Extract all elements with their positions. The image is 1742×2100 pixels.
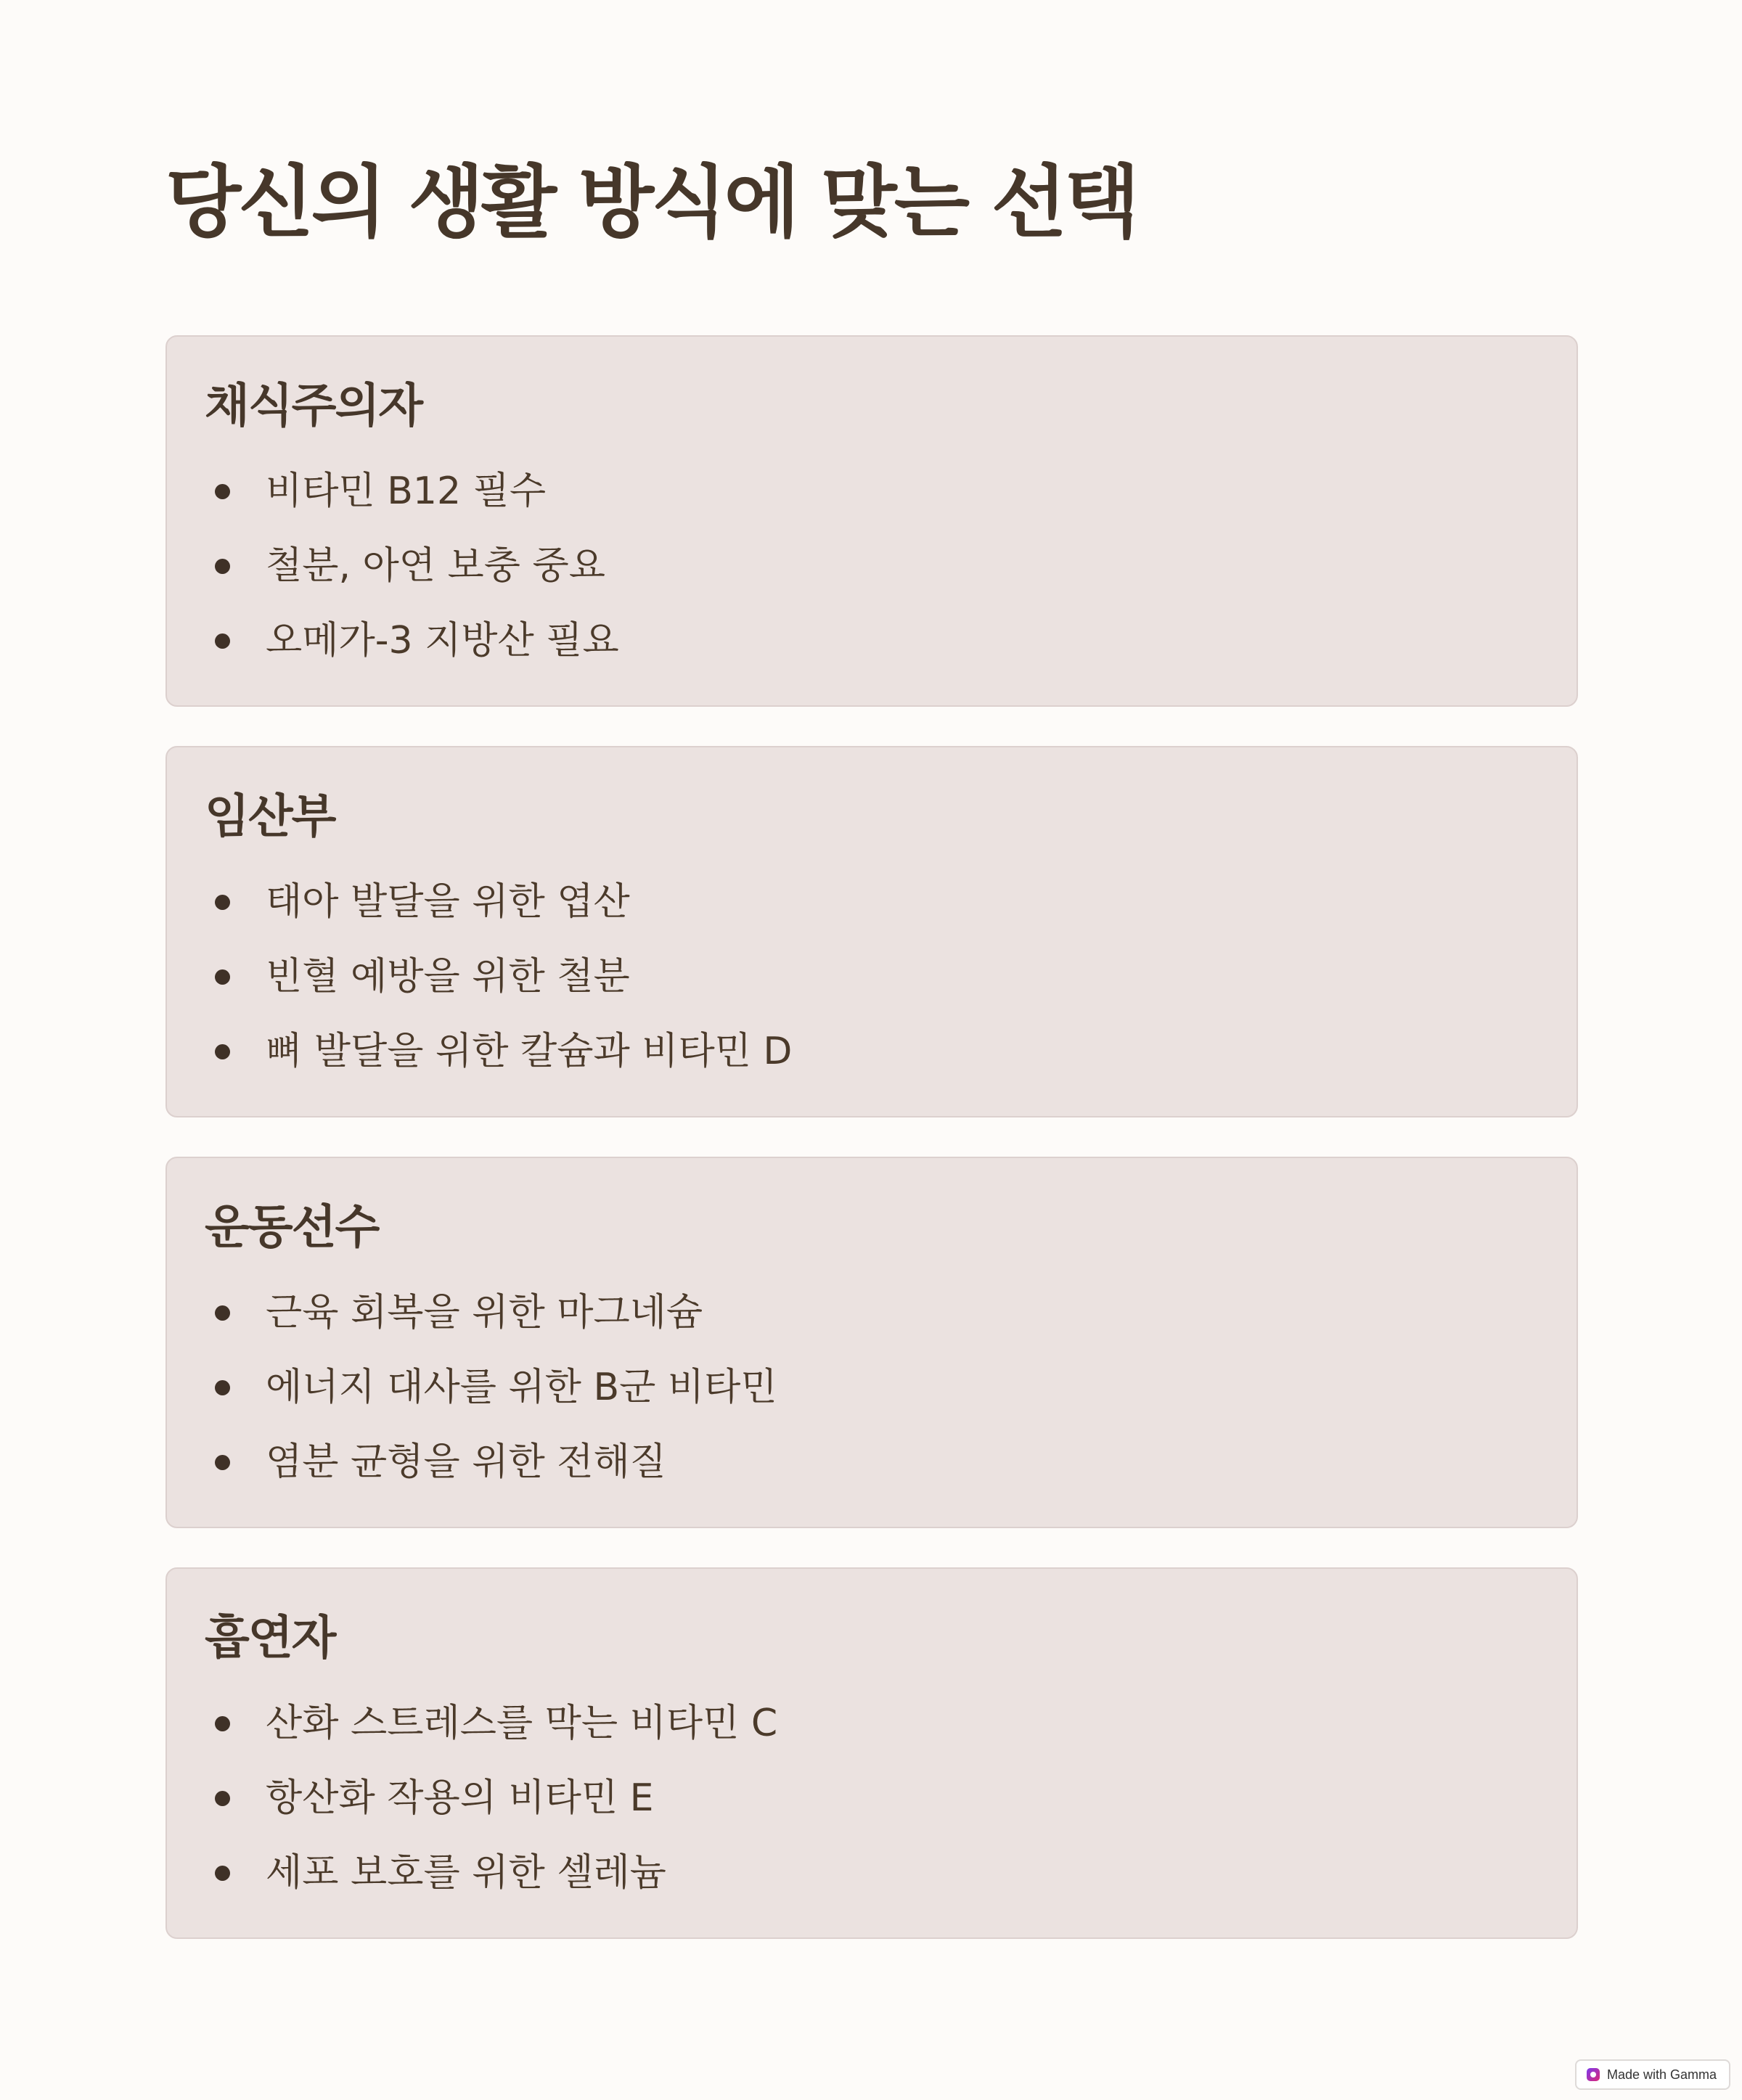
list-item-text: 뼈 발달을 위한 칼슘과 비타민 D	[266, 1030, 793, 1073]
bullet-icon	[215, 1791, 230, 1806]
bullet-icon	[215, 1866, 230, 1881]
list-item	[205, 1276, 1539, 1350]
list-item-text: 근육 회복을 위한 마그네슘	[266, 1291, 703, 1334]
card-athlete	[165, 1157, 1578, 1528]
card-title: 운동선수	[205, 1201, 379, 1255]
list-item	[205, 1836, 1539, 1911]
bullet-list	[205, 454, 1539, 678]
page-title: 당신의 생활 방식에 맞는 선택	[165, 157, 1137, 248]
bullet-icon	[215, 895, 230, 910]
card-title: 흡연자	[205, 1612, 335, 1665]
list-item	[205, 1350, 1539, 1425]
list-item-text: 세포 보호를 위한 셀레늄	[266, 1851, 666, 1895]
list-item	[205, 1686, 1539, 1761]
gamma-logo-icon	[1587, 2068, 1600, 2081]
list-item-text: 항산화 작용의 비타민 E	[266, 1776, 654, 1820]
list-item	[205, 454, 1539, 529]
bullet-icon	[215, 1305, 230, 1321]
list-item-text: 염분 균형을 위한 전해질	[266, 1440, 666, 1484]
list-item	[205, 865, 1539, 940]
bullet-icon	[215, 633, 230, 649]
list-item-text: 에너지 대사를 위한 B군 비타민	[266, 1366, 777, 1409]
list-item	[205, 604, 1539, 678]
list-item	[205, 1761, 1539, 1836]
list-item-text: 오메가-3 지방산 필요	[266, 619, 619, 663]
badge-label: Made with Gamma	[1607, 2067, 1717, 2082]
bullet-list	[205, 1276, 1539, 1500]
card-pregnant	[165, 746, 1578, 1117]
bullet-icon	[215, 969, 230, 985]
card-title: 임산부	[205, 790, 335, 844]
made-with-gamma-badge[interactable]	[1575, 2059, 1730, 2090]
bullet-icon	[215, 1455, 230, 1470]
list-item-text: 빈혈 예방을 위한 철분	[266, 955, 630, 998]
list-item	[205, 1425, 1539, 1500]
bullet-icon	[215, 484, 230, 499]
card-smoker	[165, 1567, 1578, 1939]
bullet-list	[205, 1686, 1539, 1911]
list-item	[205, 940, 1539, 1014]
list-item	[205, 529, 1539, 604]
list-item-text: 비타민 B12 필수	[266, 469, 547, 513]
card-title: 채식주의자	[205, 380, 422, 433]
bullet-icon	[215, 559, 230, 574]
list-item-text: 산화 스트레스를 막는 비타민 C	[266, 1702, 778, 1745]
bullet-icon	[215, 1380, 230, 1395]
page-content	[165, 145, 1578, 1978]
card-list	[165, 335, 1578, 1939]
bullet-list	[205, 865, 1539, 1089]
card-vegetarian	[165, 335, 1578, 707]
list-item-text: 철분, 아연 보충 중요	[266, 544, 605, 588]
bullet-icon	[215, 1044, 230, 1059]
bullet-icon	[215, 1716, 230, 1731]
list-item-text: 태아 발달을 위한 엽산	[266, 880, 630, 924]
list-item	[205, 1014, 1539, 1089]
